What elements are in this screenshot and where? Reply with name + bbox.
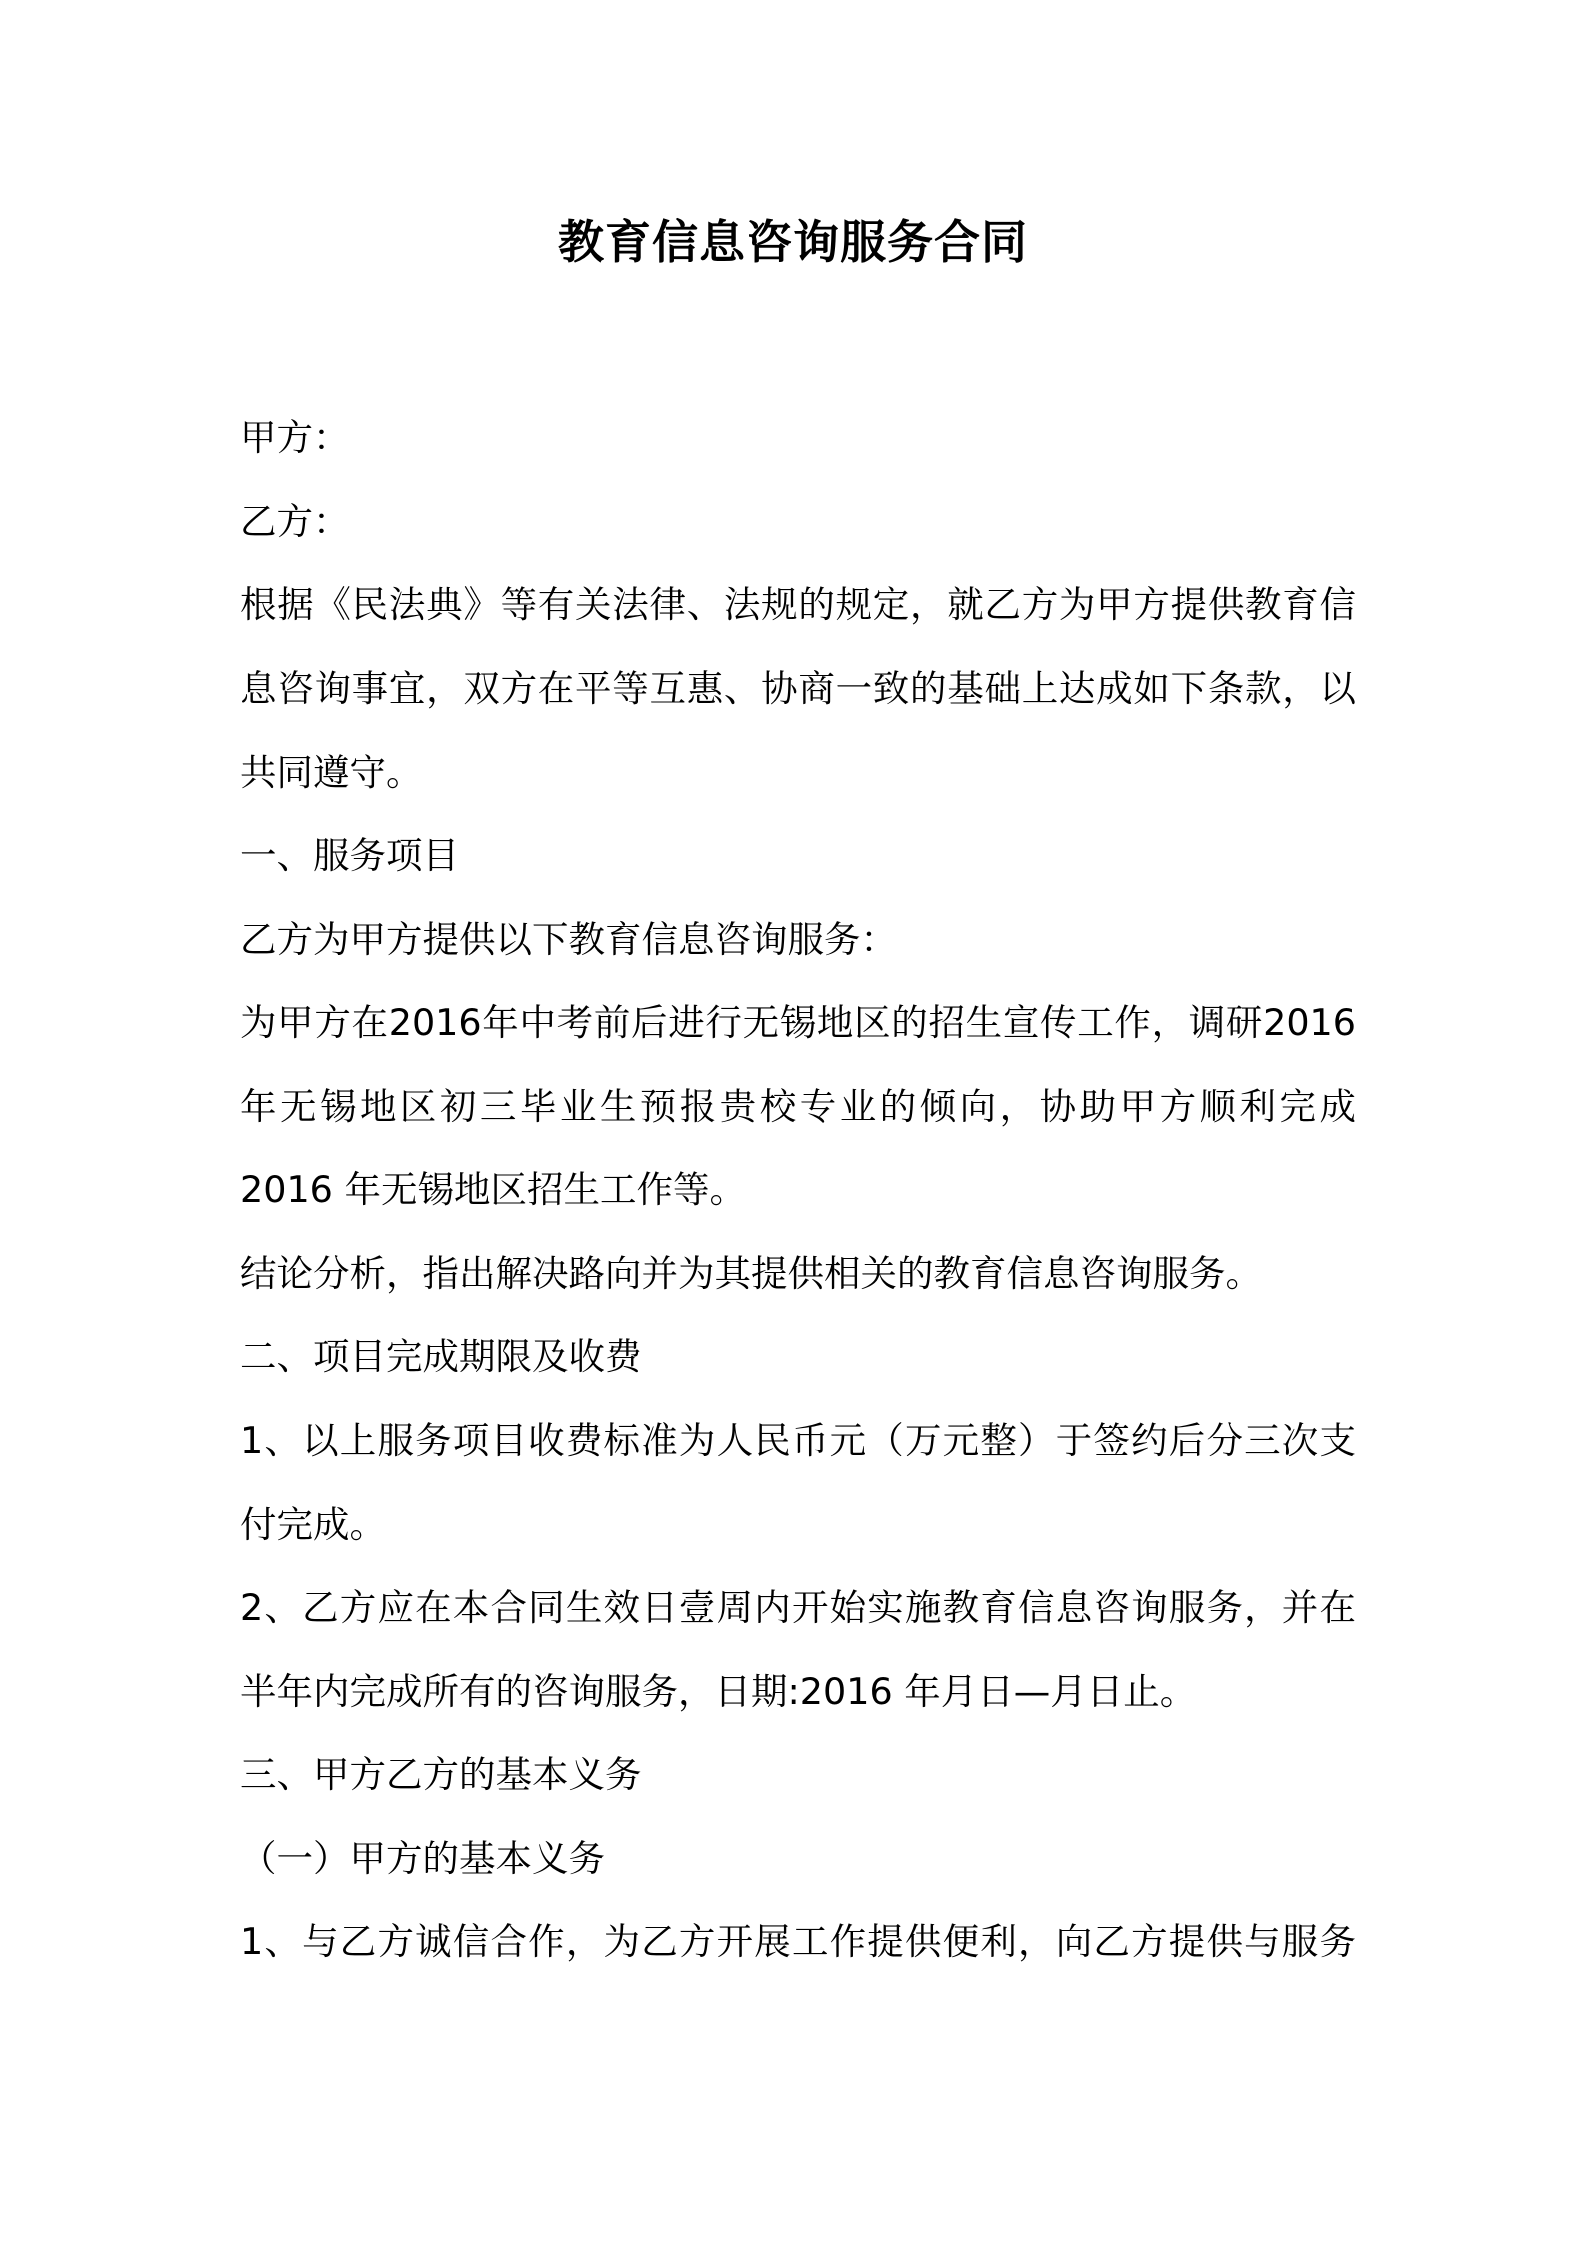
clause-line: 半年内完成所有的咨询服务，日期:2016 年月日—月日止。: [240, 1670, 1197, 1713]
document-title: 教育信息咨询服务合同: [558, 215, 1028, 269]
clause-line: 1、以上服务项目收费标准为人民币元（万元整）于签约后分三次支: [240, 1419, 1356, 1462]
section-heading-3: 三、甲方乙方的基本义务: [240, 1753, 642, 1796]
paragraph-line: 结论分析，指出解决路向并为其提供相关的教育信息咨询服务。: [240, 1252, 1262, 1295]
preamble-line-3: 共同遵守。: [240, 751, 423, 794]
paragraph-line: 乙方为甲方提供以下教育信息咨询服务：: [240, 918, 897, 961]
party-b-label: 乙方：: [240, 500, 350, 543]
paragraph-line: 为甲方在2016年中考前后进行无锡地区的招生宣传工作，调研2016: [240, 1001, 1356, 1044]
clause-line: 2、乙方应在本合同生效日壹周内开始实施教育信息咨询服务，并在: [240, 1586, 1356, 1629]
subsection-heading: （一）甲方的基本义务: [240, 1837, 605, 1880]
party-a-label: 甲方：: [240, 416, 350, 459]
paragraph-line: 年无锡地区初三毕业生预报贵校专业的倾向，协助甲方顺利完成: [240, 1085, 1356, 1128]
clause-line: 1、与乙方诚信合作，为乙方开展工作提供便利，向乙方提供与服务: [240, 1920, 1356, 1963]
section-heading-2: 二、项目完成期限及收费: [240, 1335, 642, 1378]
clause-line: 付完成。: [240, 1503, 386, 1546]
section-heading-1: 一、服务项目: [240, 834, 459, 877]
paragraph-line: 2016 年无锡地区招生工作等。: [240, 1168, 746, 1211]
preamble-line-1: 根据《民法典》等有关法律、法规的规定，就乙方为甲方提供教育信: [240, 583, 1356, 626]
preamble-line-2: 息咨询事宜，双方在平等互惠、协商一致的基础上达成如下条款，以: [240, 667, 1356, 710]
